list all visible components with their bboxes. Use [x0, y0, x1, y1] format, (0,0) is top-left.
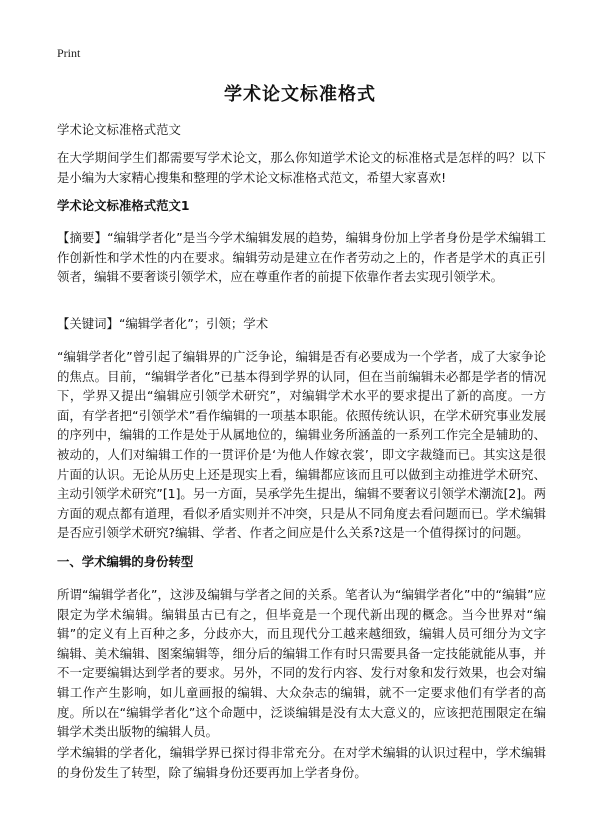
body-paragraph-1: “编辑学者化”曾引起了编辑界的广泛争论，编辑是否有必要成为一个学者，成了大家争论的焦点。目前，“编辑学者化”已基本得到学界的认同，但在当前编辑未必都是学者的情况下，学界又提出“编辑应引领学术研究”，对编辑学术水平的要求提出了新的高度。一方面，有学者把“引领学术”看作编辑的一项基本职能。依照传统认识，在学术研究事业发展的序列中，编辑的工作是处于从属地位的，编辑业务所涵盖的一系列工作完全是辅助的、被动的，人们对编辑工作的一贯评价是‘为他人作嫁衣裳’，即文字裁缝而已。其实这是很片面的认识。无论从历史上还是现实上看，编辑都应该而且可以做到主动推进学术研究、主动引领学术研究”[1]。另一方面，吴承学先生提出，编辑不要奢议引领学术潮流[2]。两方面的观点都有道理，看似矛盾实则并不冲突，只是从不同角度去看问题而已。学术编辑是否应引领学术研究?编辑、学者、作者之间应是什么关系?这是一个值得探讨的问题。 [57, 349, 546, 541]
section-heading-1: 学术论文标准格式范文1 [57, 198, 190, 213]
intro-paragraph: 在大学期间学生们都需要写学术论文，那么你知道学术论文的标准格式是怎样的吗？以下是小编为大家精心搜集和整理的学术论文标准格式范文，希望大家喜欢! [57, 150, 546, 185]
keywords-paragraph: 【关键词】“编辑学者化”；引领；学术 [57, 316, 269, 331]
page-title: 学术论文标准格式 [224, 84, 376, 105]
body-paragraph-2: 所谓“编辑学者化”，这涉及编辑与学者之间的关系。笔者认为“编辑学者化”中的“编辑”应限定为学术编辑。编辑虽古已有之，但毕竟是一个现代新出现的概念。当今世界对“编辑”的定义有上百种之多，分歧亦大，而且现代分工越来越细致，编辑人员可细分为文字编辑、美术编辑、图案编辑等，细分后的编辑工作有时只需要具备一定技能就能从事，并不一定要编辑达到学者的要求。另外，不同的发行内容、发行对象和发行效果，也会对编辑工作产生影响，如儿童画报的编辑、大众杂志的编辑，就不一定要求他们有学者的高度。所以在“编辑学者化”这个命题中，泛谈编辑是没有太大意义的，应该把范围限定在编辑学术类出版物的编辑人员。 [57, 587, 546, 740]
section-heading-2: 一、学术编辑的身份转型 [57, 554, 194, 569]
body-paragraph-3: 学术编辑的学者化，编辑学界已探讨得非常充分。在对学术编辑的认识过程中，学术编辑的身份发生了转型，除了编辑身份还要再加上学者身份。 [57, 745, 546, 780]
document-subtitle: 学术论文标准格式范文 [57, 122, 181, 137]
print-link[interactable]: Print [57, 46, 81, 60]
abstract-paragraph: 【摘要】“编辑学者化”是当今学术编辑发展的趋势，编辑身份加上学者身份是学术编辑工作创新性和学术性的内在要求。编辑劳动是建立在作者劳动之上的，作者是学术的真正引领者，编辑不要奢谈引领学术，应在尊重作者的前提下依靠作者去实现引领学术。 [57, 230, 546, 285]
